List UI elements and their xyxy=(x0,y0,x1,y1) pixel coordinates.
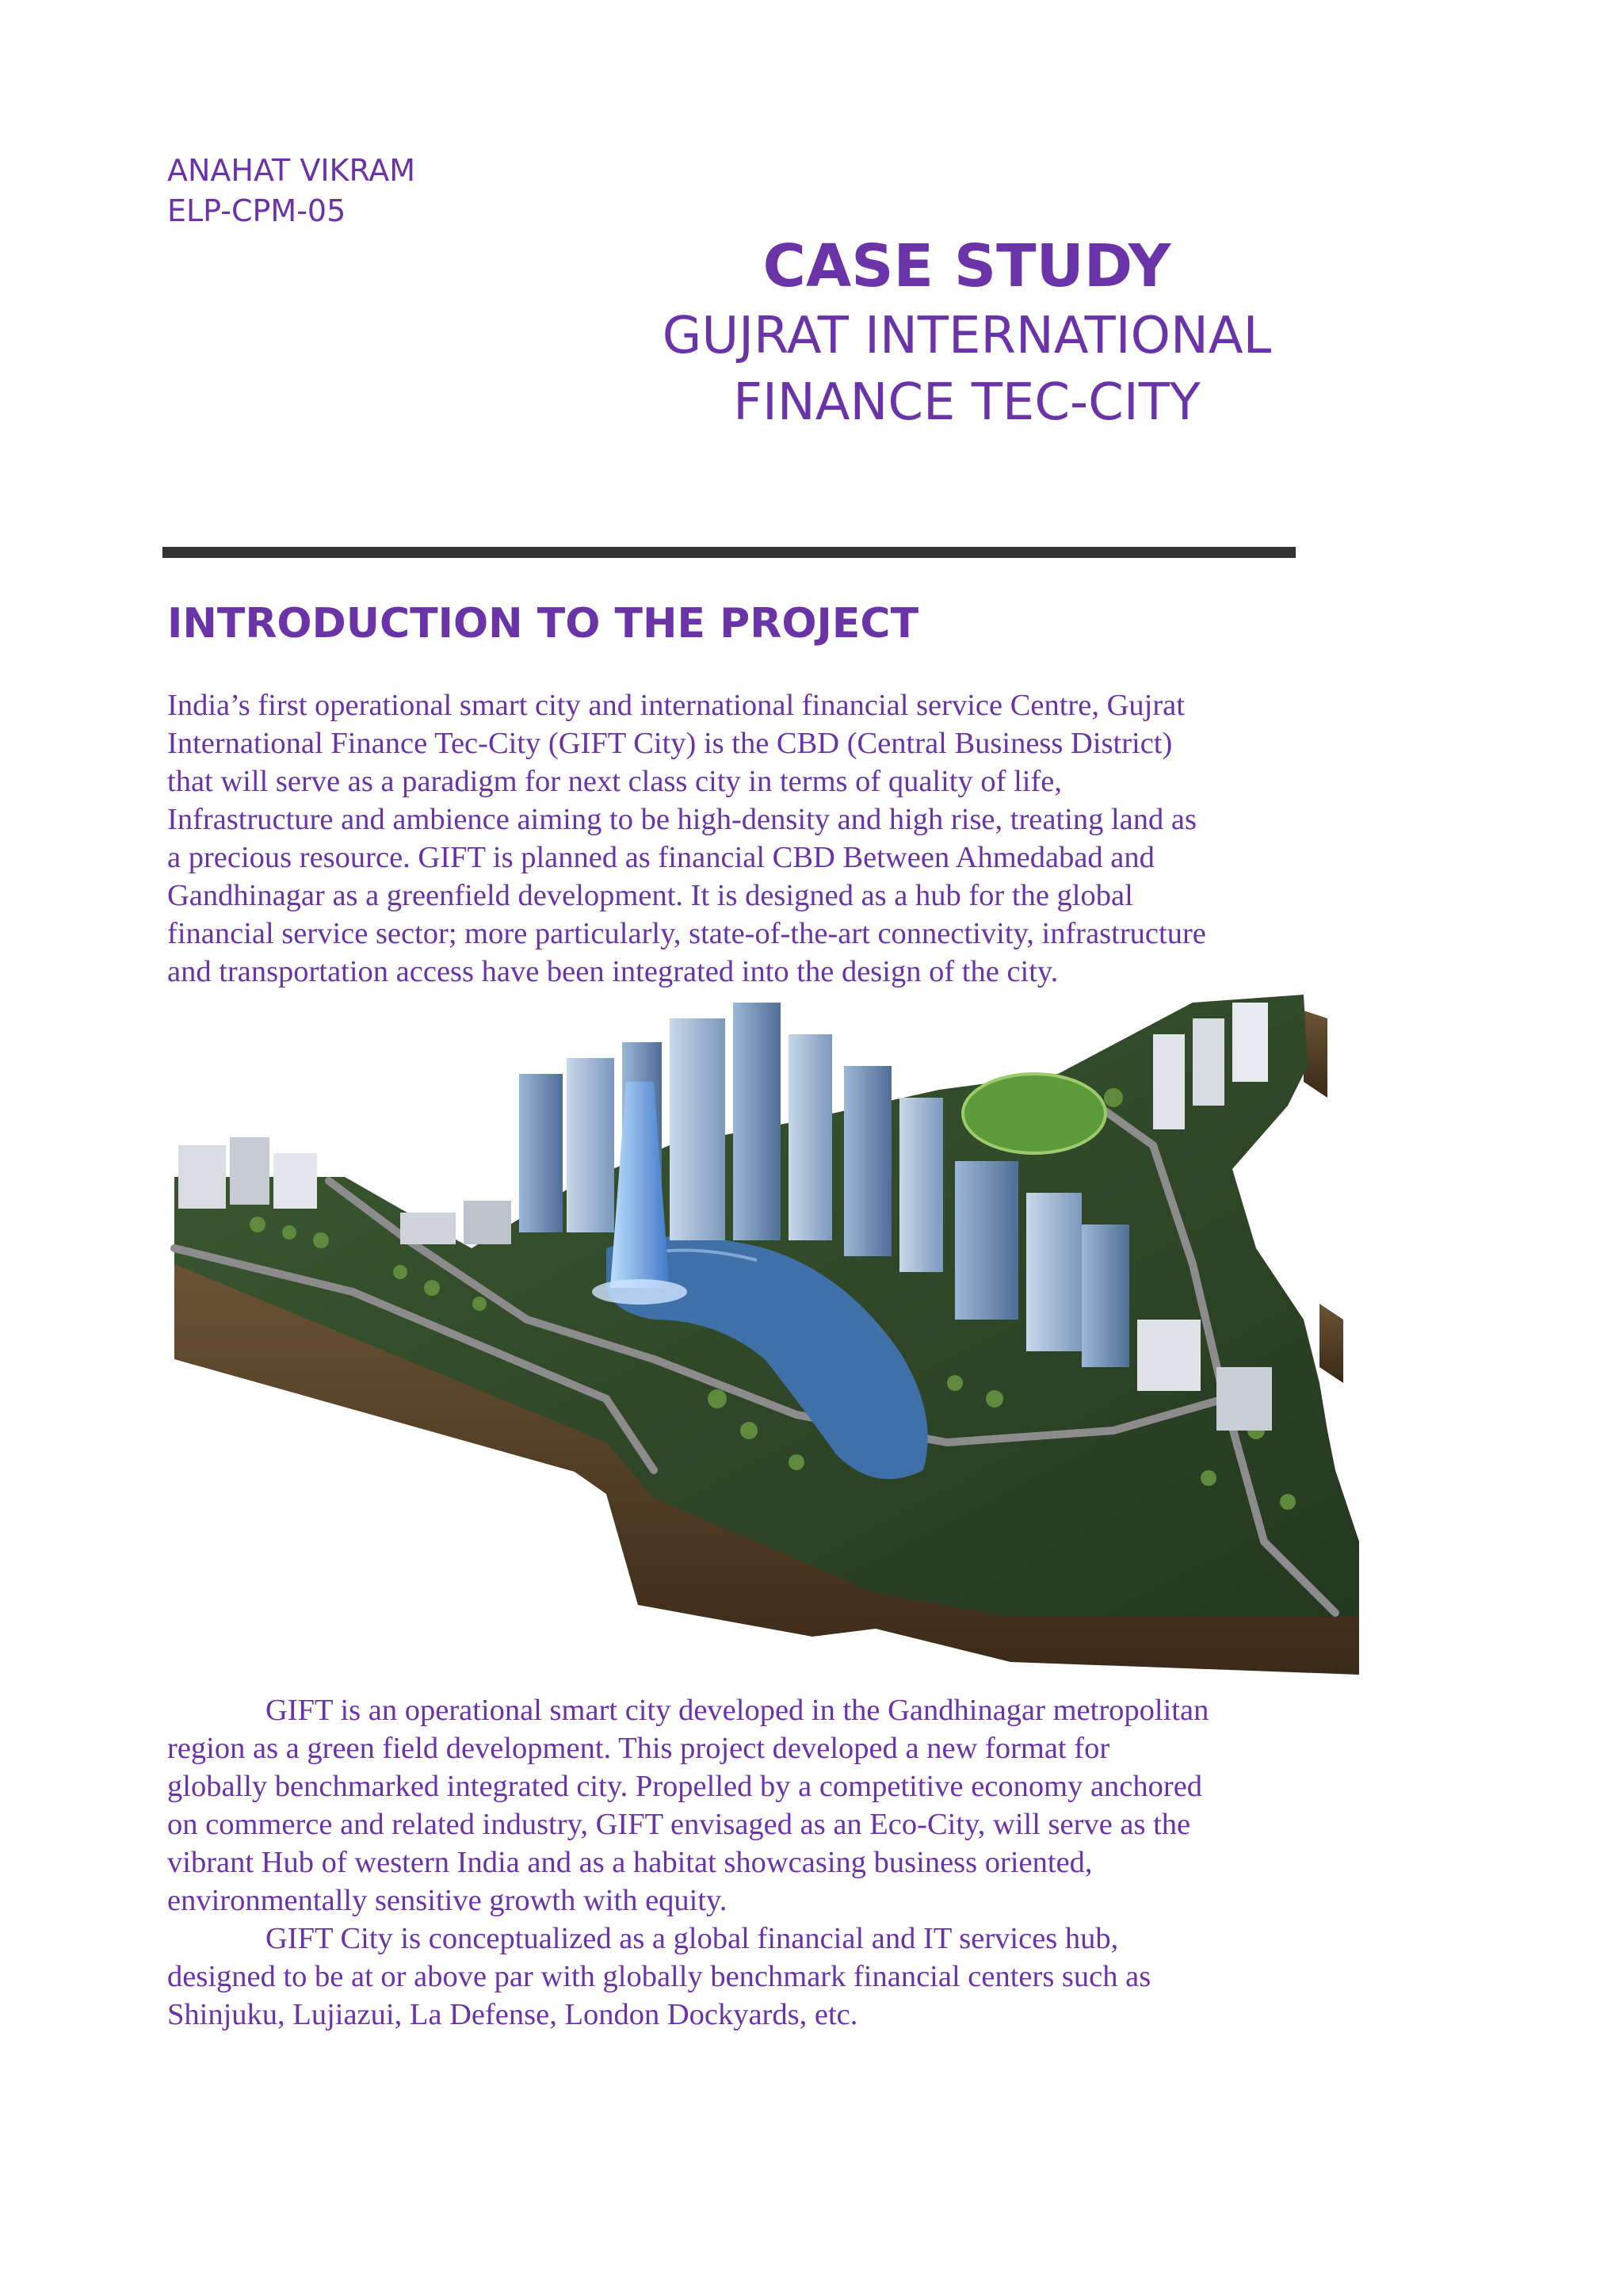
document-title-line-1: GUJRAT INTERNATIONAL xyxy=(662,307,1272,365)
intro-paragraph: India’s first operational smart city and international financial service Centre, Gujrat International Finance Tec-City (GIFT City) is the CBD (Central Business District) that will serve as a paradigm for next class city in terms of quality of life, Infrastructure and ambience aiming to be high-density and high rise, treating land as a precious resource. GIFT is planned as financial CBD Between Ahmedabad and Gandhinagar as a greenfield development. It is designed as a hub for the global financial service sector; more particularly, state-of-the-art connectivity, infrastructure and transportation access have been integrated into the design of the city. xyxy=(167,689,1206,988)
gift-overview-paragraph: GIFT is an operational smart city developed in the Gandhinagar metropolitan region as a green field development. This project developed a new format for globally benchmarked integrated city. Propelled by a competitive economy anchored on commerce and related industry, GIFT envisaged as an Eco-City, will serve as the vibrant Hub of western India and as a habitat showcasing business oriented, environmentally sensitive growth with equity. xyxy=(167,1694,1209,1917)
document-label: CASE STUDY xyxy=(762,232,1171,300)
document-title-line-2: FINANCE TEC-CITY xyxy=(733,373,1201,432)
author-block xyxy=(167,151,415,231)
section-heading: INTRODUCTION TO THE PROJECT xyxy=(167,600,919,648)
gift-hub-paragraph: GIFT City is conceptualized as a global financial and IT services hub, designed to be at or above par with globally benchmark financial centers such as Shinjuku, Lujiazui, La Defense, London Dockyards, etc. xyxy=(167,1922,1151,2031)
model-central-park xyxy=(963,1074,1106,1153)
title-block xyxy=(618,230,1316,436)
author-name: ANAHAT VIKRAM xyxy=(167,153,416,188)
city-model-illustration xyxy=(162,987,1367,1676)
author-code: ELP-CPM-05 xyxy=(167,193,346,228)
section-divider xyxy=(162,547,1296,558)
